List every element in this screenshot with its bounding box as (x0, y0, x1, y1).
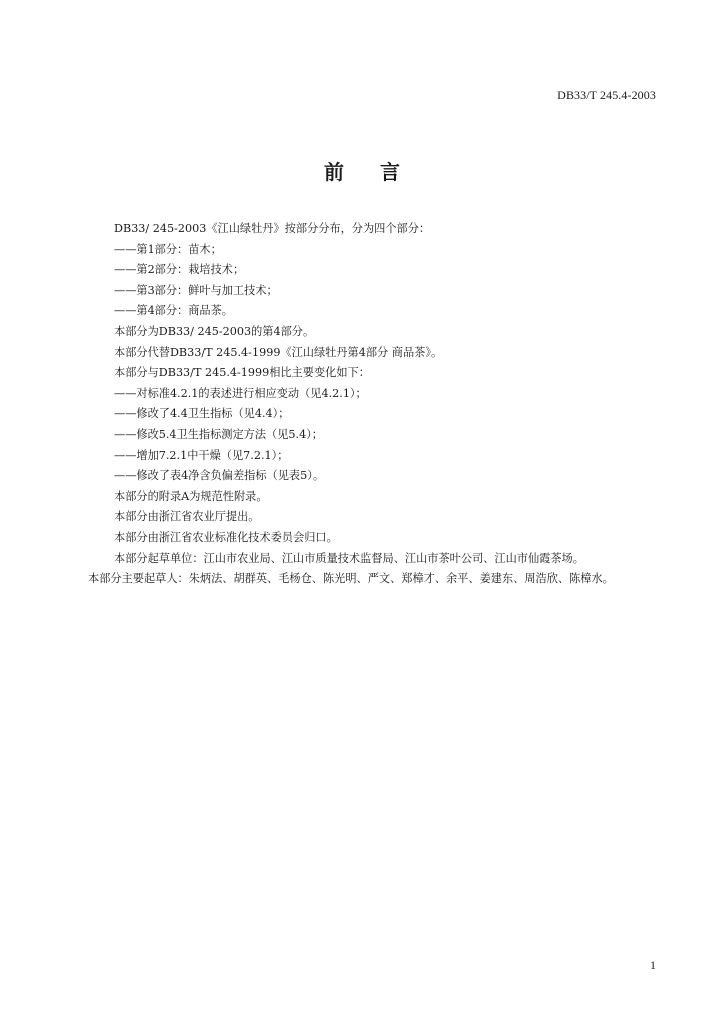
paragraph: DB33/ 245-2003《江山绿牡丹》按部分分布，分为四个部分： (114, 222, 431, 235)
list-item: ——修改5.4卫生指标测定方法（见5.4）； (114, 427, 323, 441)
page-title: 前言 (324, 160, 436, 184)
list-item: ——对标准4.2.1的表述进行相应变动（见4.2.1）； (114, 386, 367, 400)
paragraph: 本部分与DB33/T 245.4-1999相比主要变化如下： (114, 366, 370, 380)
paragraph: 本部分由浙江省农业厅提出。 (114, 510, 260, 524)
page-number: 1 (650, 958, 656, 972)
list-item: ——第4部分：商品茶。 (114, 304, 233, 318)
paragraph: 本部分由浙江省农业标准化技术委员会归口。 (114, 530, 338, 544)
paragraph: 本部分起草单位：江山市农业局、江山市质量技术监督局、江山市茶叶公司、江山市仙霞茶场。 (114, 551, 584, 565)
paragraph: 本部分代替DB33/T 245.4-1999《江山绿牡丹第4部分 商品茶》。 (114, 345, 443, 359)
list-item: ——第1部分：苗木； (114, 242, 222, 256)
standard-code: DB33/T 245.4-2003 (557, 88, 656, 102)
list-item: ——修改了表4净含负偏差指标（见表5）。 (114, 469, 325, 483)
paragraph: 本部分为DB33/ 245-2003的第4部分。 (114, 324, 315, 338)
list-item: ——第3部分：鲜叶与加工技术； (114, 283, 278, 297)
paragraph: 本部分的附录A为规范性附录。 (114, 489, 268, 503)
list-item: ——第2部分：栽培技术； (114, 263, 245, 277)
list-item: ——修改了4.4卫生指标（见4.4）； (114, 407, 290, 421)
paragraph-drafters: 本部分主要起草人：朱炳法、胡群英、毛杨仓、陈光明、严文、郑樟才、余平、姜建东、周浩欣、陈樟水。 (88, 572, 614, 586)
foreword-body (88, 219, 658, 590)
list-item: ——增加7.2.1中干燥（见7.2.1）； (114, 448, 289, 462)
